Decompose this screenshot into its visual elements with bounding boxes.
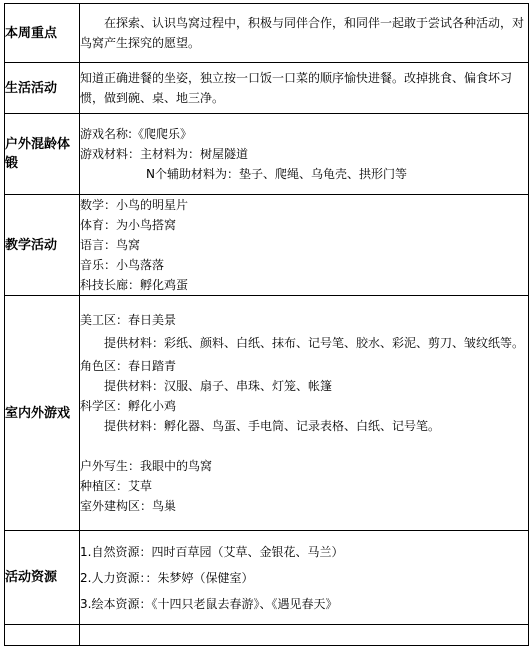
role-area: 角色区：春日踏青 [80, 359, 177, 373]
weekly-plan-table [4, 3, 529, 646]
label-life-activity: 生活活动 [5, 63, 80, 114]
outdoor-game-material: 游戏材料：主材料为：树屋隧道 [80, 147, 249, 161]
row-indoor-outdoor-games [5, 296, 529, 531]
label-weekly-focus: 本周重点 [5, 4, 80, 63]
planting-area: 种植区：艾草 [80, 479, 153, 493]
content-next-partial [80, 625, 529, 646]
role-materials: 提供材料：汉服、扇子、串珠、灯笼、帐篷 [104, 379, 333, 393]
resource-picture-book: 3.绘本资源：《十四只老鼠去春游》、《遇见春天》 [80, 596, 338, 611]
teaching-pe: 体育：为小鸟搭窝 [80, 218, 177, 232]
row-next-partial [5, 625, 529, 646]
content-activity-resources [80, 531, 529, 625]
row-teaching-activity [5, 195, 529, 296]
art-materials: 提供材料：彩纸、颜料、白纸、抹布、记号笔、胶水、彩泥、剪刀、皱纹纸等。 [104, 336, 525, 350]
teaching-science: 科技长廊：孵化鸡蛋 [80, 278, 189, 292]
label-activity-resources: 活动资源 [5, 531, 80, 625]
label-outdoor-exercise: 户外混龄体锻 [5, 114, 80, 195]
outdoor-sketch: 户外写生：我眼中的鸟窝 [80, 459, 213, 473]
content-life-activity [80, 63, 529, 114]
content-teaching-activity [80, 195, 529, 296]
row-outdoor-exercise [5, 114, 529, 195]
content-outdoor-exercise [80, 114, 529, 195]
row-activity-resources [5, 531, 529, 625]
teaching-music: 音乐：小鸟落落 [80, 258, 165, 272]
teaching-math: 数学：小鸟的明星片 [80, 198, 189, 212]
outdoor-aux-material: N个辅助材料为：垫子、爬绳、乌龟壳、拱形门等 [146, 167, 407, 181]
science-area: 科学区：孵化小鸡 [80, 399, 177, 413]
building-area: 室外建构区：鸟巢 [80, 499, 177, 513]
art-area: 美工区：春日美景 [80, 313, 177, 327]
weekly-focus-text: 在探索、认识鸟窝过程中，积极与同伴合作，和同伴一起敢于尝试各种活动，对鸟窝产生探究的愿望。 [80, 16, 525, 50]
label-next-partial [5, 625, 80, 646]
life-activity-text: 知道正确进餐的坐姿，独立按一口饭一口菜的顺序愉快进餐。改掉挑食、偏食坏习惯，做到碗、桌、地三净。 [80, 71, 513, 105]
label-indoor-outdoor-games: 室内外游戏 [5, 296, 80, 531]
spacer [80, 436, 528, 456]
row-life-activity [5, 63, 529, 114]
content-indoor-outdoor-games [80, 296, 529, 531]
science-materials: 提供材料：孵化器、鸟蛋、手电筒、记录表格、白纸、记号笔。 [104, 419, 441, 433]
outdoor-game-name: 游戏名称:《爬爬乐》 [80, 127, 193, 141]
content-weekly-focus [80, 4, 529, 63]
label-teaching-activity: 教学活动 [5, 195, 80, 296]
resource-natural: 1.自然资源：四时百草园（艾草、金银花、马兰） [80, 544, 344, 559]
teaching-language: 语言：鸟窝 [80, 238, 141, 252]
row-weekly-focus [5, 4, 529, 63]
resource-human: 2.人力资源：：朱梦婷（保健室） [80, 570, 254, 585]
